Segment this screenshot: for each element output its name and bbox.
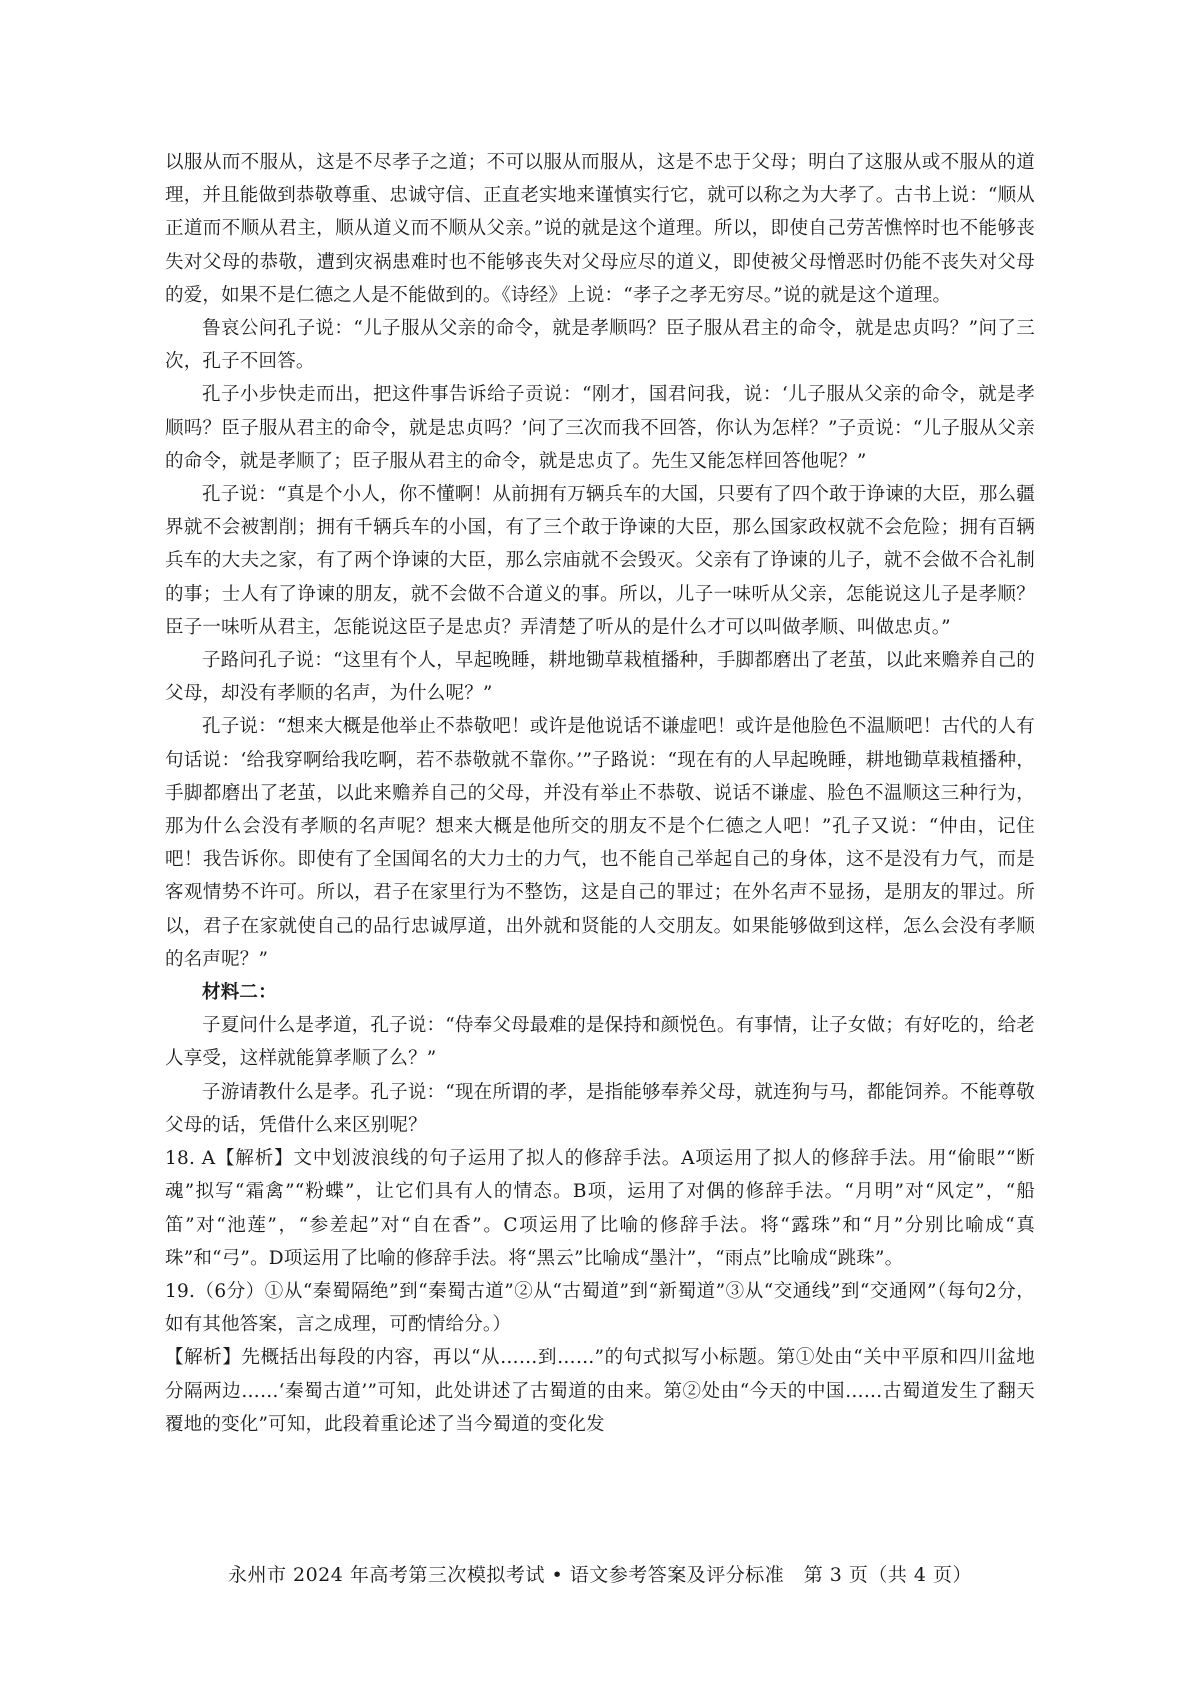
paragraph: 子路问孔子说：“这里有个人，早起晚睡，耕地锄草栽植播种，手脚都磨出了老茧，以此来赡养自己的父母，却没有孝顺的名声，为什么呢？”	[165, 650, 1035, 705]
paragraph: 孔子小步快走而出，把这件事告诉给子贡说：“刚才，国君问我，说：‘儿子服从父亲的命令，就是孝顺吗？臣子服从君主的命令，就是忠贞吗？’问了三次而我不回答，你认为怎样？”子贡说：“儿子服从父亲的命令，就是孝顺了；臣子服从君主的命令，就是忠贞了。先生又能怎样回答他呢？”	[165, 384, 1035, 472]
paragraph: 鲁哀公问孔子说：“儿子服从父亲的命令，就是孝顺吗？臣子服从君主的命令，就是忠贞吗？”问了三次，孔子不回答。	[165, 318, 1035, 373]
paragraph: 子游请教什么是孝。孔子说：“现在所谓的孝，是指能够奉养父母，就连狗与马，都能饲养。不能尊敬父母的话，凭借什么来区别呢？	[165, 1081, 1035, 1136]
paragraph: 子夏问什么是孝道，孔子说：“侍奉父母最难的是保持和颜悦色。有事情，让子女做；有好吃的，给老人享受，这样就能算孝顺了么？”	[165, 1015, 1035, 1070]
paragraph: 孔子说：“真是个小人，你不懂啊！从前拥有万辆兵车的大国，只要有了四个敢于诤谏的大臣，那么疆界就不会被割削；拥有千辆兵车的小国，有了三个敢于诤谏的大臣，那么国家政权就不会危险；拥有百辆兵车的大夫之家，有了两个诤谏的大臣，那么宗庙就不会毁灭。父亲有了诤谏的儿子，就不会做不合礼制的事；士人有了诤谏的朋友，就不会做不合道义的事。所以，儿子一味听从父亲，怎能说这儿子是孝顺？臣子一味听从君主，怎能说这臣子是忠贞？弄清楚了听从的是什么才可以叫做孝顺、叫做忠贞。”	[165, 484, 1035, 638]
page-footer: 永州市 2024 年高考第三次模拟考试 • 语文参考答案及评分标准 第 3 页（共 4 页）	[227, 1564, 973, 1586]
answer-19-analysis: 【解析】先概括出每段的内容，再以“从……到……”的句式拟写小标题。第①处由“关中平原和四川盆地分隔两边……‘秦蜀古道’”可知，此处讲述了古蜀道的由来。第②处由“今天的中国……古蜀道发生了翻天覆地的变化”可知，此段着重论述了当今蜀道的变化发	[165, 1347, 1035, 1435]
paragraph: 孔子说：“想来大概是他举止不恭敬吧！或许是他说话不谦虚吧！或许是他脸色不温顺吧！古代的人有句话说：‘给我穿啊给我吃啊，若不恭敬就不靠你。’”子路说：“现在有的人早起晚睡，耕地锄草栽植播种，手脚都磨出了老茧，以此来赡养自己的父母，并没有举止不恭敬、说话不谦虚、脸色不温顺这三种行为，那为什么会没有孝顺的名声呢？想来大概是他所交的朋友不是个仁德之人吧！”孔子又说：“仲由，记住吧！我告诉你。即使有了全国闻名的大力士的力气，也不能自己举起自己的身体，这不是没有力气，而是客观情势不许可。所以，君子在家里行为不整饬，这是自己的罪过；在外名声不显扬，是朋友的罪过。所以，君子在家就使自己的品行忠诚厚道，出外就和贤能的人交朋友。如果能够做到这样，怎么会没有孝顺的名声呢？”	[165, 716, 1035, 970]
section-heading: 材料二：	[202, 982, 277, 1004]
paragraph: 以服从而不服从，这是不尽孝子之道；不可以服从而服从，这是不忠于父母；明白了这服从或不服从的道理，并且能做到恭敬尊重、忠诚守信、正直老实地来谨慎实行它，就可以称之为大孝了。古书上说：“顺从正道而不顺从君主，顺从道义而不顺从父亲。”说的就是这个道理。所以，即使自己劳苦憔悴时也不能够丧失对父母的恭敬，遭到灾祸患难时也不能够丧失对父母应尽的道义，即使被父母憎恶时仍能不丧失对父母的爱，如果不是仁德之人是不能做到的。《诗经》上说：“孝子之孝无穷尽。”说的就是这个道理。	[165, 152, 1035, 306]
answer-19: 19.（6分）①从“秦蜀隔绝”到“秦蜀古道”②从“古蜀道”到“新蜀道”③从“交通线”到“交通网”（每句2分，如有其他答案，言之成理，可酌情给分。）	[165, 1280, 1035, 1336]
answer-18: 18. A【解析】文中划波浪线的句子运用了拟人的修辞手法。A项运用了拟人的修辞手法。用“偷眼”“断魂”拟写“霜禽”“粉蝶”，让它们具有人的情态。B项，运用了对偶的修辞手法。“月明”对“风定”，“船笛”对“池莲”，“参差起”对“自在香”。C项运用了比喻的修辞手法。将“露珠”和“月”分别比喻成“真珠”和“弓”。D项运用了比喻的修辞手法。将“黑云”比喻成“墨汁”，“雨点”比喻成“跳珠”。	[165, 1148, 1035, 1269]
document-body	[165, 146, 1035, 1441]
